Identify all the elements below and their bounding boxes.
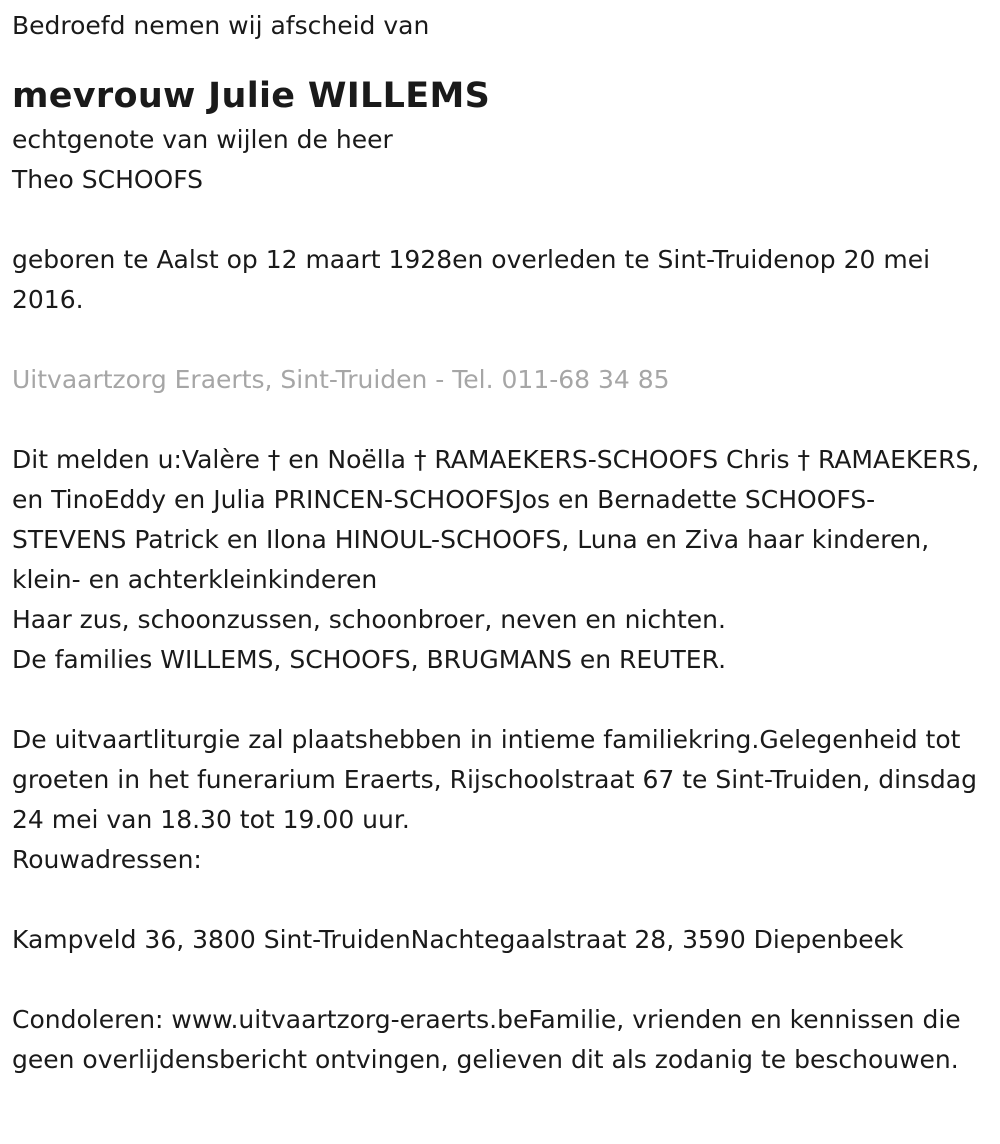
funeral-home-section bbox=[12, 360, 988, 400]
liturgy-text: De uitvaartliturgie zal plaatshebben in intieme familiekring.Gelegenheid tot groeten in het funerarium Eraerts, Rijschoolstraat 67 te Sint-Truiden, dinsdag 24 mei van 18.30 tot 19.00 uur. bbox=[12, 725, 977, 834]
intro-text: Bedroefd nemen wij afscheid van bbox=[12, 11, 430, 40]
spouse-info bbox=[12, 120, 988, 200]
birth-death-section bbox=[12, 240, 988, 320]
addresses-section bbox=[12, 920, 988, 960]
condolences-section bbox=[12, 1000, 988, 1080]
addresses-label: Rouwadressen: bbox=[12, 845, 202, 874]
spouse-line-2: Theo SCHOOFS bbox=[12, 165, 204, 194]
funeral-home-text: Uitvaartzorg Eraerts, Sint-Truiden - Tel. 011-68 34 85 bbox=[12, 365, 670, 394]
families-text: De families WILLEMS, SCHOOFS, BRUGMANS en REUTER. bbox=[12, 645, 727, 674]
condolences-text: Condoleren: www.uitvaartzorg-eraerts.beFamilie, vrienden en kennissen die geen overlijdensbericht ontvingen, gelieven dit als zodanig te beschouwen. bbox=[12, 1005, 961, 1074]
birth-death-text: geboren te Aalst op 12 maart 1928en overleden te Sint-Truidenop 20 mei 2016. bbox=[12, 245, 931, 314]
deceased-name: mevrouw Julie WILLEMS bbox=[12, 76, 491, 116]
spouse-line-1: echtgenote van wijlen de heer bbox=[12, 125, 393, 154]
announcers-text: Dit melden u:Valère † en Noëlla † RAMAEKERS-SCHOOFS Chris † RAMAEKERS, en TinoEddy en Julia PRINCEN-SCHOOFSJos en Bernadette SCHOOFS-STEVENS Patrick en Ilona HINOUL-SCHOOFS, Luna en Ziva haar kinderen, klein- en achterkleinkinderen bbox=[12, 445, 980, 594]
liturgy-section bbox=[12, 720, 988, 880]
siblings-text: Haar zus, schoonzussen, schoonbroer, neven en nichten. bbox=[12, 605, 726, 634]
addresses-text: Kampveld 36, 3800 Sint-TruidenNachtegaalstraat 28, 3590 Diepenbeek bbox=[12, 925, 904, 954]
announcers-section bbox=[12, 440, 988, 680]
